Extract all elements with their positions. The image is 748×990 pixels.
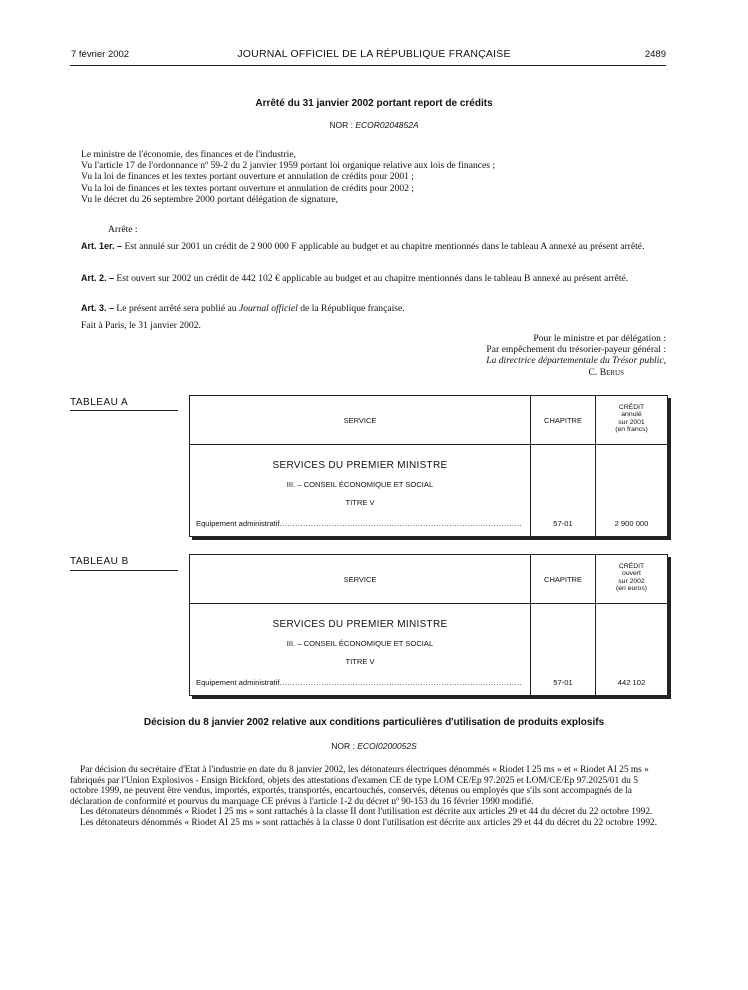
preamble-line: Vu l'article 17 de l'ordonnance nº 59-2 du 2 janvier 1959 portant loi organique relative aux lois de finances ; — [81, 160, 496, 172]
signature-line: Par empêchement du trésorier-payeur général : — [486, 344, 666, 356]
service-title: SERVICES DU PREMIER MINISTRE — [272, 460, 448, 471]
article-2-text: Est ouvert sur 2002 un crédit de 442 102 € applicable au budget et au chapitre mentionnés dans le tableau B annexé au présent arrêté. — [116, 273, 629, 284]
arrete-nor: NOR : ECOR0204852A — [329, 120, 419, 130]
service-title: SERVICES DU PREMIER MINISTRE — [272, 619, 448, 630]
signature-line: Pour le ministre et par délégation : — [533, 333, 666, 344]
col-header-chapitre: CHAPITRE — [544, 416, 582, 425]
decision-paragraph: Les détonateurs dénommés « Riodet AI 25 ms » sont rattachés à la classe 0 dont l'utilisation est décrite aux articles 29 et 44 du décret du 22 octobre 1992. — [80, 817, 658, 828]
service-subtitle: III. – CONSEIL ÉCONOMIQUE ET SOCIAL — [286, 480, 434, 489]
header-divider — [190, 603, 667, 604]
tableau-a-label: TABLEAU A — [70, 397, 129, 408]
col-header-service: SERVICE — [343, 416, 377, 425]
col-header-credit: CRÉDIT ouvert sur 2002 (en euros) — [616, 563, 647, 593]
fait-a-paris: Fait à Paris, le 31 janvier 2002. — [81, 320, 201, 331]
credit-value: 2 900 000 — [614, 519, 649, 528]
arrete-nor-code: ECOR0204852A — [355, 120, 419, 130]
titre-label: TITRE V — [345, 498, 375, 507]
preamble-line: Vu la loi de finances et les textes portant ouverture et annulation de crédits pour 2001 ; — [81, 171, 414, 183]
col-header-credit: CRÉDIT annulé sur 2001 (en francs) — [615, 404, 648, 434]
article-1-label: Art. 1er. – — [81, 241, 123, 251]
header-rule — [70, 65, 666, 66]
row-label-equipement: Equipement administratif ..... — [196, 678, 522, 687]
article-3-label: Art. 3. – — [81, 303, 115, 313]
tableau-a — [189, 395, 668, 537]
tableau-b — [189, 554, 668, 696]
signatory-name: C. Berus — [588, 366, 624, 378]
arrete-title: Arrêté du 31 janvier 2002 portant report de crédits — [255, 98, 493, 109]
chapitre-value: 57-01 — [553, 519, 573, 528]
decision-paragraph: Par décision du secrétaire d'Etat à l'industrie en date du 8 janvier 2002, les détonateurs électriques dénommés « Riodet I 25 ms » et « Riodet AI 25 ms » fabriqués par l'Union Explosivos - Ensign Bickford, objets des attestations d'examen CE de type LOM CE/Ep 97.2025 et LOM/CE/Ep 97.2025/01 du 5 octobre 1999, ne peuvent être vendus, importés, exportés, transportés, encartouchés, conservés, détenus ou employés que s'ils sont accompagnés de la déclaration de conformité et pourvus du marquage CE prévus à l'article 1-2 du décret nº 90-153 du 16 février 1990 modifié. — [70, 765, 649, 807]
article-1-text: Est annulé sur 2001 un crédit de 2 900 000 F applicable au budget et au chapitre mentionnés dans le tableau A annexé au présent arrêté. — [124, 241, 645, 252]
preamble-line: Vu la loi de finances et les textes portant ouverture et annulation de crédits pour 2002 ; — [81, 182, 414, 194]
article-2-label: Art. 2. – — [81, 273, 115, 283]
header-divider — [190, 444, 667, 445]
article-2 — [70, 273, 666, 284]
service-subtitle: III. – CONSEIL ÉCONOMIQUE ET SOCIAL — [286, 639, 434, 648]
credit-value: 442 102 — [617, 678, 646, 687]
titre-label: TITRE V — [345, 657, 375, 666]
decision-title: Décision du 8 janvier 2002 relative aux conditions particulières d'utilisation de produits explosifs — [143, 717, 605, 728]
tableau-b-label: TABLEAU B — [70, 556, 129, 567]
chapitre-value: 57-01 — [553, 678, 573, 687]
decision-nor-code: ECOI0200052S — [357, 741, 417, 751]
signature-line: La directrice départementale du Trésor public, — [486, 355, 666, 367]
col-header-service: SERVICE — [343, 575, 377, 584]
col-header-chapitre: CHAPITRE — [544, 575, 582, 584]
journal-officiel-italic: Journal officiel — [238, 303, 298, 314]
tableau-a-rule — [70, 410, 178, 411]
decision-paragraph: Les détonateurs dénommés « Riodet I 25 ms » sont rattachés à la classe II dont l'utilisation est décrite aux articles 29 et 44 du décret du 22 octobre 1992. — [80, 807, 653, 818]
row-label-equipement: Equipement administratif ..... — [196, 519, 522, 528]
article-1 — [70, 241, 666, 252]
decision-nor: NOR : ECOI0200052S — [331, 741, 417, 751]
preamble-line: Le ministre de l'économie, des finances et de l'industrie, — [81, 149, 296, 160]
arrete-preamble — [81, 149, 666, 205]
preamble-line: Vu le décret du 26 septembre 2000 portant délégation de signature, — [81, 193, 339, 205]
signature-block — [366, 333, 666, 378]
arrete-word: Arrête : — [108, 224, 138, 235]
page-number: 2489 — [644, 49, 666, 60]
header-date: 7 février 2002 — [71, 49, 130, 60]
article-3: Art. 3. – Le présent arrêté sera publié au Journal officiel de la République française. — [81, 303, 405, 314]
tableau-b-rule — [70, 570, 178, 571]
decision-body — [70, 765, 666, 829]
journal-title: JOURNAL OFFICIEL DE LA RÉPUBLIQUE FRANÇAISE — [237, 48, 511, 60]
